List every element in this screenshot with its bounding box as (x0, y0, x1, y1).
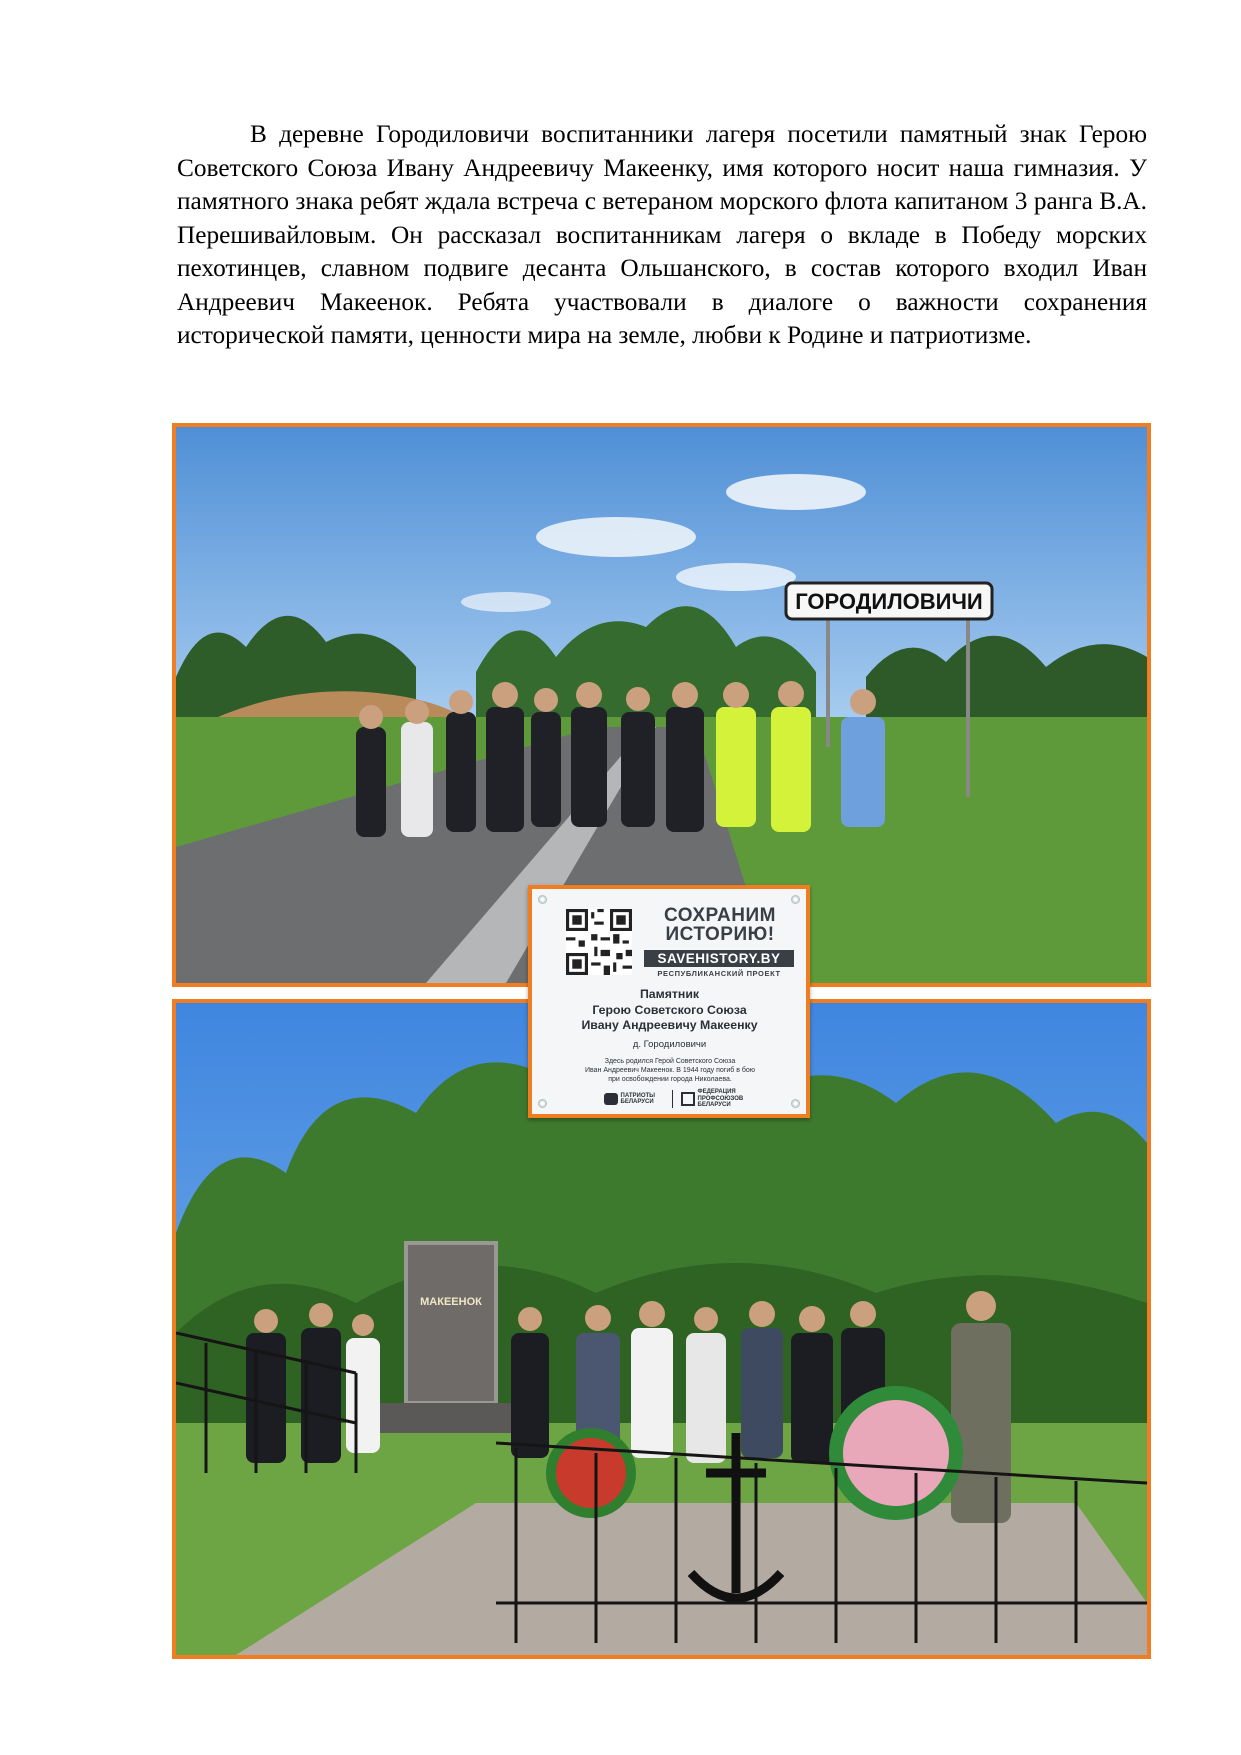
article-paragraph (177, 118, 1147, 353)
screw-icon (538, 1099, 547, 1108)
plaque-desc-line3: при освобождении города Николаева. (608, 1076, 732, 1083)
plaque-desc-line1: Здесь родился Герой Советского Союза (604, 1058, 736, 1065)
patriots-logo (604, 1093, 664, 1106)
plaque-heading-line2: ИСТОРИЮ! (665, 924, 775, 945)
screw-icon (538, 895, 547, 904)
plaque-title-line1: Памятник (639, 987, 700, 1001)
plaque-website[interactable]: SAVEHISTORY.BY (644, 950, 794, 967)
trade-unions-logo-text: ФЕДЕРАЦИЯ ПРОФСОЮЗОВ БЕЛАРУСИ (697, 1089, 744, 1109)
plaque-project: РЕСПУБЛИКАНСКИЙ ПРОЕКТ (657, 969, 781, 978)
plaque-title (542, 987, 797, 1034)
fpb-icon (681, 1092, 695, 1106)
monument-name: МАКЕЕНОК (420, 1296, 482, 1308)
plaque-description (554, 1057, 786, 1084)
plaque-heading-line1: СОХРАНИМ (664, 905, 776, 926)
lion-icon (604, 1093, 618, 1105)
logo-divider (672, 1090, 673, 1108)
article-text: В деревне Городиловичи воспитанники лагеря посетили памятный знак Герою Советского Союза Ивану Андреевичу Макеенку, имя которого носит наша гимназия. У памятного знака ребят ждала встреча с ветераном морского флота капитаном 3 ранга В.А. Перешивайловым. Он рассказал воспитанникам лагеря о вкладе в Победу морских пехотинцев, славном подвиге десанта Ольшанского, в состав которого входил Иван Андреевич Макеенок. Ребята участвовали в диалоге о важности сохранения исторической памяти, ценности мира на земле, любви к Родине и патриотизме. (177, 120, 1147, 349)
patriots-logo-text: ПАТРИОТЫ БЕЛАРУСИ (620, 1092, 656, 1105)
plaque-village: д. Городиловичи (632, 1039, 707, 1050)
plaque-desc-line2: Иван Андреевич Макеенок. В 1944 году погиб в бою (584, 1067, 756, 1074)
plaque-title-line2: Герою Советского Союза (592, 1002, 747, 1017)
plaque-title-line3: Ивану Андреевичу Макеенку (581, 1018, 758, 1032)
screw-icon (791, 1099, 800, 1108)
plaque-logos (592, 1089, 752, 1109)
qr-code-icon[interactable] (566, 909, 632, 975)
memorial-plaque (528, 885, 810, 1118)
screw-icon (791, 895, 800, 904)
trade-unions-logo (681, 1089, 744, 1109)
plaque-heading (640, 906, 800, 944)
road-sign-text: ГОРОДИЛОВИЧИ (795, 589, 983, 614)
